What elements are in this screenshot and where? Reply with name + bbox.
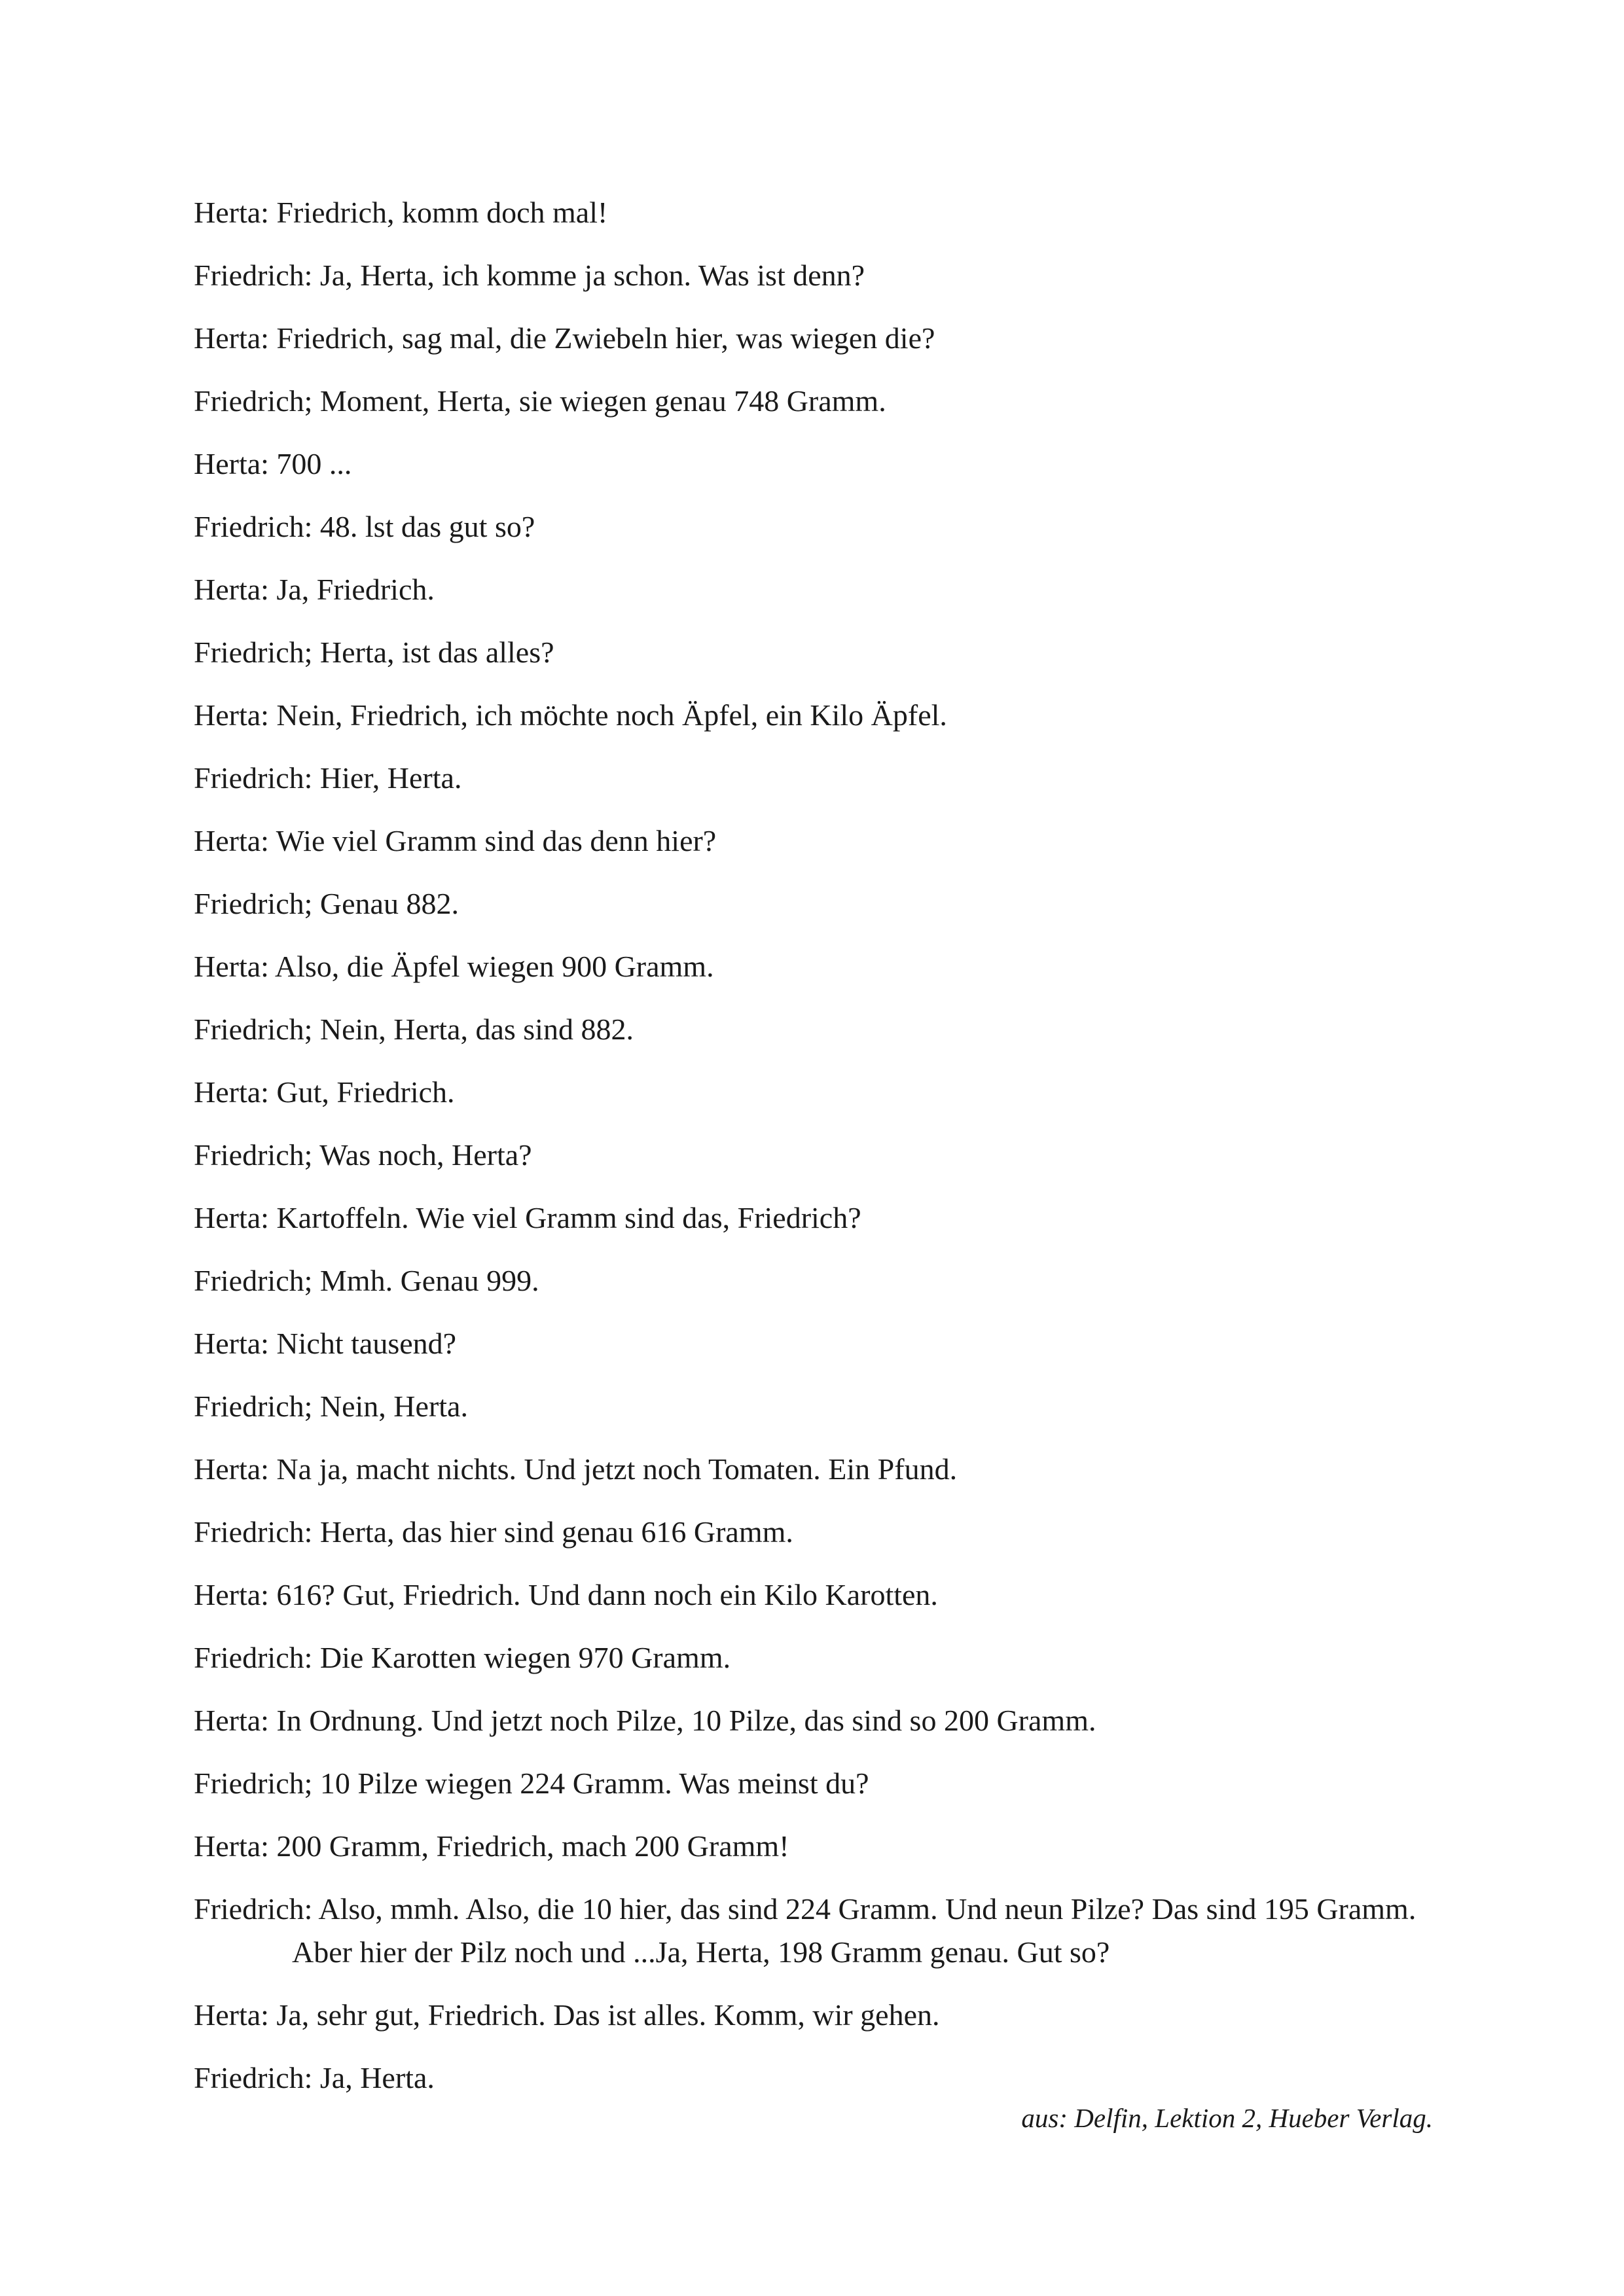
dialogue-line: Friedrich: 48. lst das gut so? [194, 510, 535, 543]
dialogue-line: Friedrich; Herta, ist das alles? [194, 636, 554, 669]
dialogue-line: Herta: 200 Gramm, Friedrich, mach 200 Gramm! [194, 1829, 789, 1863]
dialogue-line: Herta: 700 ... [194, 447, 352, 480]
dialogue-line: Herta: 616? Gut, Friedrich. Und dann noch ein Kilo Karotten. [194, 1578, 938, 1611]
dialogue-line: Friedrich; Nein, Herta. [194, 1390, 468, 1423]
dialogue-line: Herta: Ja, sehr gut, Friedrich. Das ist alles. Komm, wir gehen. [194, 1998, 940, 2032]
dialogue-line: Friedrich: Ja, Herta, ich komme ja schon. Was ist denn? [194, 259, 865, 292]
dialogue-line: Friedrich: Herta, das hier sind genau 616 Gramm. [194, 1515, 793, 1549]
dialogue-line: Friedrich: Die Karotten wiegen 970 Gramm. [194, 1641, 731, 1674]
dialogue-line: Friedrich; Genau 882. [194, 887, 459, 920]
dialogue-line: Friedrich: Ja, Herta. [194, 2061, 435, 2094]
dialogue-line: Herta: Wie viel Gramm sind das denn hier? [194, 824, 717, 857]
dialogue-line: Herta: Na ja, macht nichts. Und jetzt noch Tomaten. Ein Pfund. [194, 1452, 958, 1486]
dialogue-line: Herta: Ja, Friedrich. [194, 573, 435, 606]
dialogue-line: Friedrich; Mmh. Genau 999. [194, 1264, 539, 1297]
dialogue-line: Herta: Nein, Friedrich, ich möchte noch Äpfel, ein Kilo Äpfel. [194, 698, 947, 732]
dialogue-line: Herta: Friedrich, komm doch mal! [194, 196, 608, 229]
dialogue-line: Friedrich; 10 Pilze wiegen 224 Gramm. Was meinst du? [194, 1767, 869, 1800]
dialogue-line: Friedrich; Was noch, Herta? [194, 1138, 532, 1172]
dialogue-line: Herta: Gut, Friedrich. [194, 1075, 455, 1109]
dialogue-line: Herta: Nicht tausend? [194, 1327, 457, 1360]
dialogue-line: Friedrich: Hier, Herta. [194, 761, 462, 795]
dialogue-line: Herta: Also, die Äpfel wiegen 900 Gramm. [194, 950, 714, 983]
dialogue-line: Friedrich; Nein, Herta, das sind 882. [194, 1013, 634, 1046]
dialogue-line: Herta: In Ordnung. Und jetzt noch Pilze, 10 Pilze, das sind so 200 Gramm. [194, 1704, 1096, 1737]
dialogue-line: Friedrich; Moment, Herta, sie wiegen genau 748 Gramm. [194, 384, 886, 418]
dialogue-line: Herta: Friedrich, sag mal, die Zwiebeln hier, was wiegen die? [194, 321, 935, 355]
dialogue-text [194, 191, 1470, 2100]
source-citation: aus: Delfin, Lektion 2, Hueber Verlag. [1021, 2103, 1433, 2133]
dialogue-line: Friedrich: Also, mmh. Also, die 10 hier, das sind 224 Gramm. Und neun Pilze? Das sind 195 Gramm. Aber hier der Pilz noch und ...Ja, Herta, 198 Gramm genau. Gut so? [194, 1892, 1416, 1969]
dialogue-line: Herta: Kartoffeln. Wie viel Gramm sind das, Friedrich? [194, 1201, 861, 1234]
